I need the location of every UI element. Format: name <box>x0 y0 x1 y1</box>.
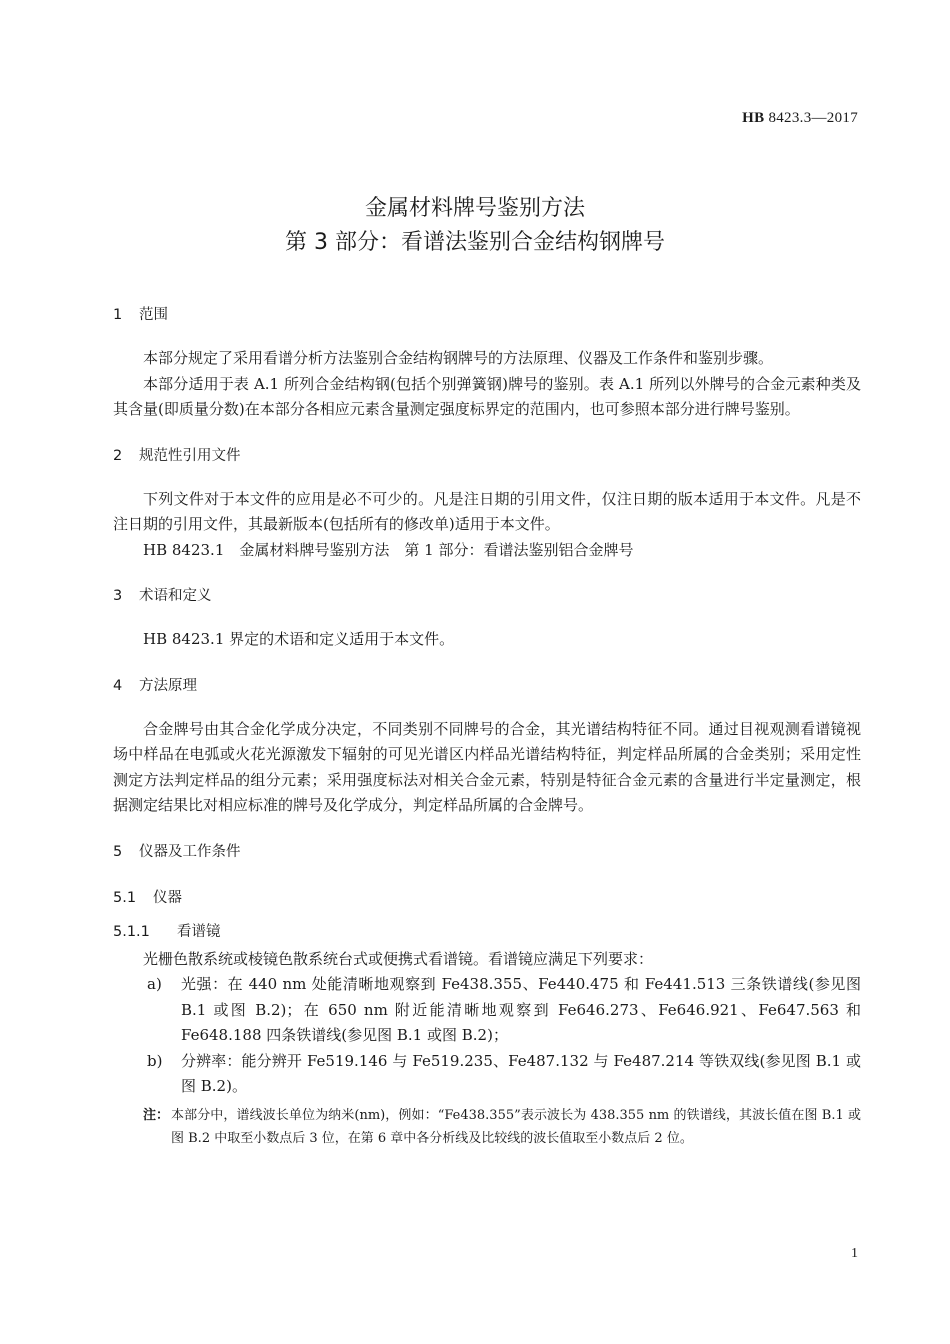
list-marker: a) <box>147 975 162 993</box>
note <box>113 1104 861 1150</box>
section-number: 4 <box>113 677 123 694</box>
list-item-text: 光强：在 440 nm 处能清晰地观察到 Fe438.355、Fe440.475 和 Fe441.513 三条铁谱线(参见图 B.1 或图 B.2)；在 650 nm 附近能清晰地观察到 Fe646.273、Fe646.921、Fe647.563 和 Fe648.188 四条铁谱线(参见图 B.1 或图 B.2)； <box>181 975 861 1044</box>
section-title: 范围 <box>139 307 168 323</box>
note-text: 本部分中，谱线波长单位为纳米(nm)，例如：“Fe438.355”表示波长为 438.355 nm 的铁谱线，其波长值在图 B.1 或图 B.2 中取至小数点后 3 位，在第 6 章中各分析线及比较线的波长值取至小数点后 2 位。 <box>171 1107 861 1146</box>
section-2-heading <box>113 445 861 467</box>
section-number: 1 <box>113 307 123 323</box>
section-number: 3 <box>113 588 123 604</box>
subsection-5-1-1-heading <box>113 921 861 943</box>
subsection-5-1-heading <box>113 887 861 909</box>
standard-code <box>742 110 858 127</box>
document-title <box>0 192 950 260</box>
list-marker: b) <box>147 1051 163 1070</box>
note-label: 注： <box>143 1107 170 1123</box>
normative-reference: HB 8423.1 金属材料牌号鉴别方法 第 1 部分：看谱法鉴别铝合金牌号 <box>143 540 634 559</box>
list-item <box>113 1049 861 1100</box>
section-number: 5 <box>113 843 123 860</box>
section-1-paragraph-2: 本部分适用于表 A.1 所列合金结构钢(包括个别弹簧钢)牌号的鉴别。表 A.1 所列以外牌号的合金元素种类及其含量(即质量分数)在本部分各相应元素含量测定强度标界定的范围内，也可参照本部分进行牌号鉴别。 <box>113 374 861 418</box>
section-3-heading <box>113 585 861 607</box>
section-number: 5.1 <box>113 889 137 906</box>
standard-code-prefix: HB <box>742 110 765 126</box>
title-line-1: 金属材料牌号鉴别方法 <box>364 196 585 221</box>
section-4-heading <box>113 675 861 697</box>
section-title: 仪器及工作条件 <box>139 843 241 860</box>
section-number: 2 <box>113 447 123 464</box>
standard-code-number: 8423.3—2017 <box>764 110 858 126</box>
section-title: 方法原理 <box>139 677 197 694</box>
page-number: 1 <box>851 1246 858 1261</box>
title-line-2: 第 3 部分：看谱法鉴别合金结构钢牌号 <box>285 230 665 255</box>
section-title: 仪器 <box>153 889 182 906</box>
section-3-paragraph-1: HB 8423.1 界定的术语和定义适用于本文件。 <box>143 630 455 648</box>
section-2-paragraph-1: 下列文件对于本文件的应用是必不可少的。凡是注日期的引用文件，仅注日期的版本适用于本文件。凡是不注日期的引用文件，其最新版本(包括所有的修改单)适用于本文件。 <box>113 489 861 533</box>
section-title: 术语和定义 <box>139 588 212 604</box>
section-title: 规范性引用文件 <box>139 447 241 464</box>
section-4-paragraph-1: 合金牌号由其合金化学成分决定，不同类别不同牌号的合金，其光谱结构特征不同。通过目视观测看谱镜视场中样品在电弧或火花光源激发下辐射的可见光谱区内样品光谱结构特征，判定样品所属的合金类别；采用定性测定方法判定样品的组分元素；采用强度标法对相关合金元素，特别是特征合金元素的含量进行半定量测定，根据测定结果比对相应标准的牌号及化学成分，判定样品所属的合金牌号。 <box>113 719 861 814</box>
document-body <box>113 304 861 1150</box>
section-number: 5.1.1 <box>113 923 150 940</box>
section-5-heading <box>113 841 861 863</box>
section-title: 看谱镜 <box>177 923 221 940</box>
section-1-heading <box>113 304 861 326</box>
subsection-5-1-1-paragraph: 光栅色散系统或棱镜色散系统台式或便携式看谱镜。看谱镜应满足下列要求： <box>143 949 654 968</box>
list-item-text: 分辨率：能分辨开 Fe519.146 与 Fe519.235、Fe487.132 与 Fe487.214 等铁双线(参见图 B.1 或图 B.2)。 <box>181 1051 861 1095</box>
list-item <box>113 972 861 1049</box>
section-1-paragraph-1: 本部分规定了采用看谱分析方法鉴别合金结构钢牌号的方法原理、仪器及工作条件和鉴别步骤。 <box>143 349 774 367</box>
